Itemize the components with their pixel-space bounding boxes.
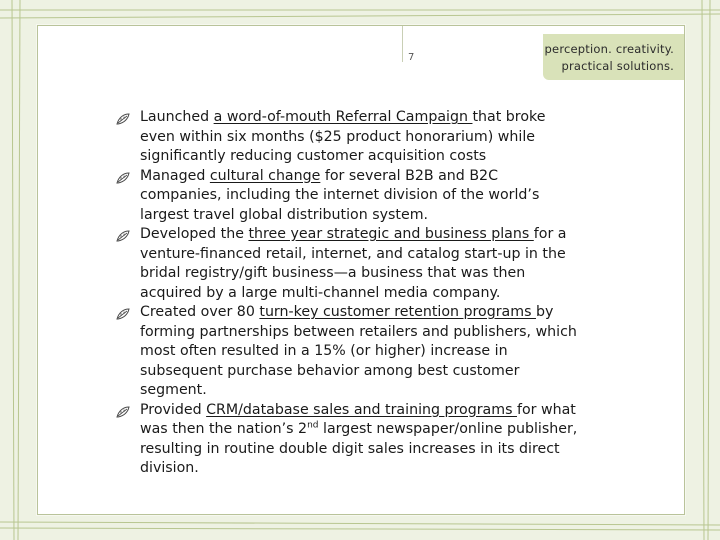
bullet-text: that broke even within six months ($25 product honorarium) while significantly reducing customer acquisition costs [140,109,546,164]
bullet-text: largest newspaper/online publisher, resulting in routine double digit sales increases in its direct division. [140,421,578,476]
leaf-bullet-icon [116,172,130,184]
bullet-text: Created over 80 [140,304,260,320]
bullet-text: for what was then the nation’s 2 [140,401,576,437]
bullet-text: Provided [140,401,207,418]
bullet-list [103,108,583,479]
bullet-text: for several B2B and B2C companies, including the internet division of the world’s largest travel global distribution system. [140,167,540,223]
bullet-text: by forming partnerships between retailers and publishers, which most often resulted in a 15% (or higher) increase in subsequent purchase behavior among best customer segment. [140,304,577,398]
bullet-highlight: a word-of-mouth Referral Campaign [213,109,473,125]
bullet-highlight: three year strategic and business plans [248,226,534,242]
ordinal-superscript: nd [307,420,319,431]
leaf-bullet-icon [116,230,130,242]
header-divider [402,26,403,62]
bullet-text: Managed [140,167,210,184]
tagline-line-2: practical solutions. [561,59,674,73]
bullet-item [103,167,583,226]
bullet-item [103,108,583,167]
bullet-item [103,225,583,303]
tagline-box [543,34,684,80]
bullet-text: for a venture-financed retail, internet, and catalog start-up in the bridal registry/gift business—a business that was then acquired by a large multi-channel media company. [140,226,567,301]
bullet-text: Developed the [140,226,249,242]
leaf-bullet-icon [116,113,130,125]
bullet-highlight: cultural change [209,167,321,184]
bullet-highlight: CRM/database sales and training programs [206,401,517,418]
leaf-bullet-icon [116,406,130,418]
bullet-text: Launched [140,109,214,125]
tagline [545,41,674,75]
leaf-bullet-icon [116,308,130,320]
bullet-item [103,401,583,479]
bullet-highlight: turn-key customer retention programs [259,304,536,320]
tagline-line-1: perception. creativity. [544,42,674,56]
bullet-item [103,303,583,401]
page-number: 7 [408,52,415,63]
